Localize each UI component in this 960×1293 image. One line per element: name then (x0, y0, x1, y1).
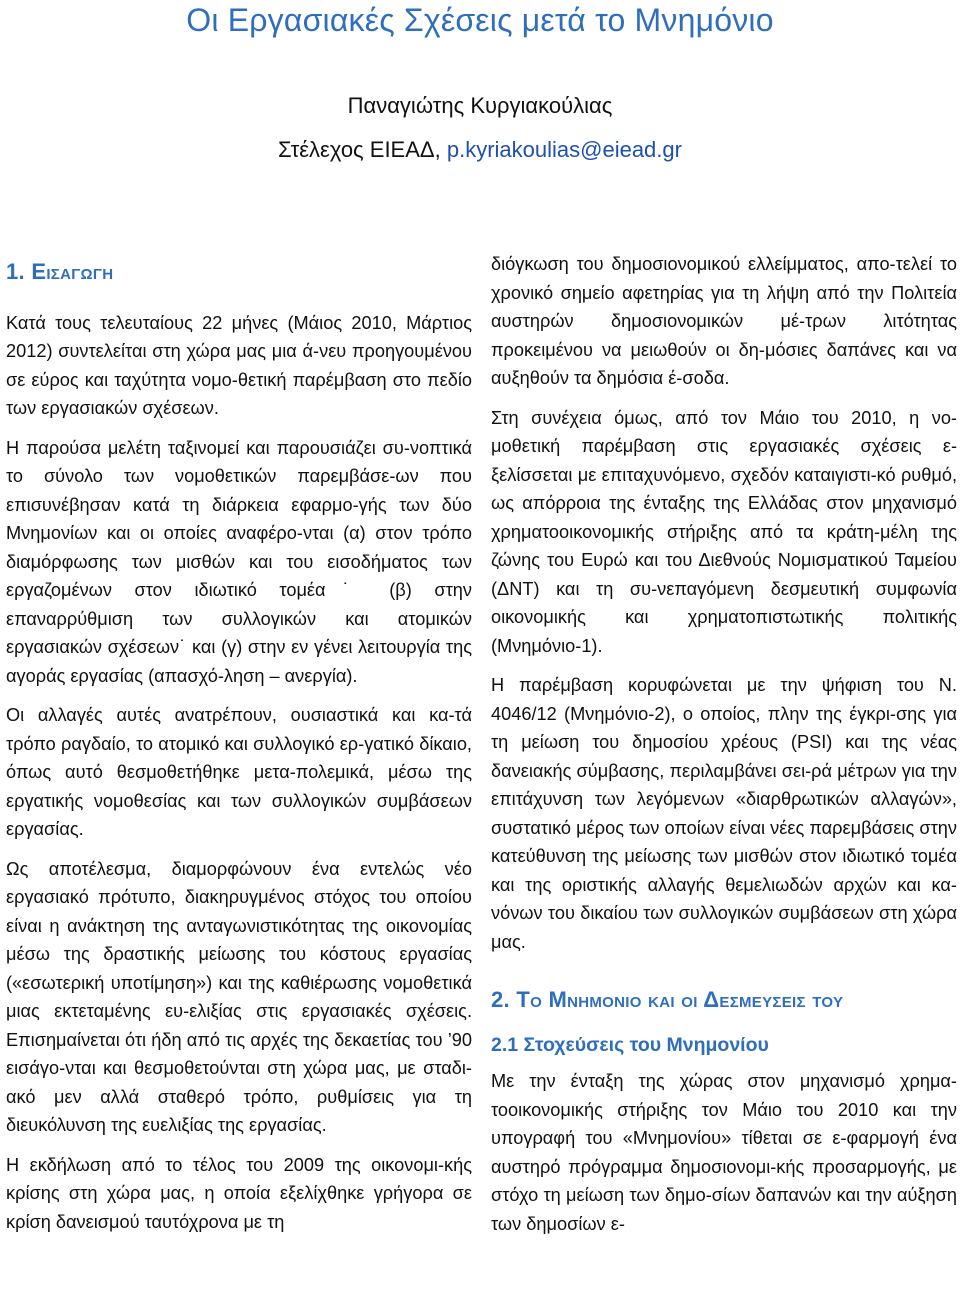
paragraph: Στη συνέχεια όμως, από τον Μάιο του 2010, η νο-μοθετική παρέμβαση στις εργασιακές σχέσεις ε-ξελίσσεται με επιταχυνόμενο, σχεδόν καταιγιστι-κό ρυθμό, ως απόρροια της ένταξης της Ελλάδας στον μηχανισμό χρηματοοικονομικής στήριξης από τα κράτη-μέλη της ζώνης του Ευρώ και του Διεθνούς Νομισματικού Ταμείου (ΔΝΤ) και τη συ-νεπαγόμενη δεσμευτική συμφωνία οικονομικής και χρηματοπιστωτικής πολιτικής (Μνημόνιο-1). (491, 407, 957, 656)
section-2-1-subheading: 2.1 Στοχεύσεις του Μνημονίου (491, 1033, 769, 1056)
document-title: Οι Εργασιακές Σχέσεις μετά το Μνημόνιο (186, 2, 774, 38)
author-role: Στέλεχος ΕΙΕΑΔ, (278, 137, 447, 162)
paragraph: διόγκωση του δημοσιονομικού ελλείμματος, απο-τελεί το χρονικό σημείο αφετηρίας για τη λήψη από την Πολιτεία αυστηρών δημοσιονομικών μέ-τρων λιτότητας προκειμένου να μειωθούν οι δη-μόσιες δαπάνες και να αυξηθούν τα δημόσια έ-σοδα. (491, 254, 957, 388)
paragraph: Η εκδήλωση από το τέλος του 2009 της οικονομι-κής κρίσης στη χώρα μας, η οποία εξελίχθηκε γρήγορα σε κρίση δανεισμού ταυτόχρονα με τη (6, 1154, 472, 1232)
left-column (6, 258, 472, 1247)
paragraph: Ως αποτέλεσμα, διαμορφώνουν ένα εντελώς νέο εργασιακό πρότυπο, διακηρυγμένος στόχος του οποίου είναι η ανάκτηση της ανταγωνιστικότητας της οικονομίας μέσω της δραστικής μείωσης του κόστους εργασίας («εσωτερική υποτίμηση») και της καθιέρωσης νομοθετικά μιας εκτεταμένης ευ-ελιξίας στις εργασιακές σχέσεις. Επισημαίνεται ότι ήδη από τις αρχές της δεκαετίας του ’90 εισάγο-νται και θεσμοθετούνται στη χώρα μας, με σταδι-ακό μεν αλλά σταθερό τρόπο, ρυθμίσεις για τη διευκόλυνση της ευελιξίας της εργασίας. (6, 858, 472, 1135)
paragraph: Οι αλλαγές αυτές ανατρέπουν, ουσιαστικά και κα-τά τρόπο ραγδαίο, το ατομικό και συλλογικό ερ-γατικό δίκαιο, όπως αυτό θεσμοθετήθηκε μετα-πολεμικά, μέσω της εργατικής νομοθεσίας και των συλλογικών συμβάσεων εργασίας. (6, 705, 472, 839)
section-1-heading: 1. Εισαγωγη (6, 259, 114, 284)
author-name: Παναγιώτης Κυργιακούλιας (347, 93, 613, 118)
right-column (491, 250, 957, 1249)
paragraph: Με την ένταξη της χώρας στον μηχανισμό χρημα-τοοικονομικής στήριξης τον Μάιο του 2010 και την υπογραφή του «Μνημονίου» τίθεται σε ε-φαρμογή ένα αυστηρό πρόγραμμα δημοσιονομι-κής προσαρμογής, με στόχο τη μείωση των δημο-σίων δαπανών και την αύξηση των δημοσίων ε- (491, 1071, 957, 1234)
author-email-link[interactable]: p.kyriakoulias@eiead.gr (446, 137, 682, 162)
section-2-heading: 2. Το Μνημονιο και οι Δεσμευσεις του (491, 987, 844, 1012)
author-affiliation (0, 137, 960, 163)
paragraph: Η παρούσα μελέτη ταξινομεί και παρουσιάζει συ-νοπτικά το σύνολο των νομοθετικών παρεμβάσε-ων που επισυνέβησαν κατά τη διάρκεια εφαρμο-γής των δύο Μνημονίων και οι οποίες αναφέρο-νται (α) στον τρόπο διαμόρφωσης των μισθών και του εισοδήματος των εργαζομένων στον ιδιωτικό τομέα˙ (β) στην επαναρρύθμιση των συλλογικών και ατομικών εργασιακών σχέσεων˙ και (γ) στην εν γένει λειτουργία της αγοράς εργασίας (απασχό-ληση – ανεργία). (6, 437, 472, 686)
paragraph: Κατά τους τελευταίους 22 μήνες (Μάιος 2010, Μάρτιος 2012) συντελείται στη χώρα μας μια ά-νευ προηγουμένου σε εύρος και ταχύτητα νομο-θετική παρέμβαση στο πεδίο των εργασιακών σχέσεων. (6, 312, 472, 418)
paragraph: Η παρέμβαση κορυφώνεται με την ψήφιση του Ν. 4046/12 (Μνημόνιο-2), ο οποίος, πλην της έγκρι-σης για τη μείωση του δημοσίου χρέους (PSI) και της νέας δανειακής σύμβασης, περιλαμβάνει σει-ρά μέτρων για την επιτάχυνση των λεγόμενων «διαρθρωτικών αλλαγών», συστατικό μέρος των οποίων είναι νέες παρεμβάσεις στην κατεύθυνση της μείωσης των μισθών στον ιδιωτικό τομέα και της οριστικής αλλαγής θεμελιωδών αρχών και κα-νόνων του δικαίου των συλλογικών συμβάσεων στη χώρα μας. (491, 675, 957, 952)
